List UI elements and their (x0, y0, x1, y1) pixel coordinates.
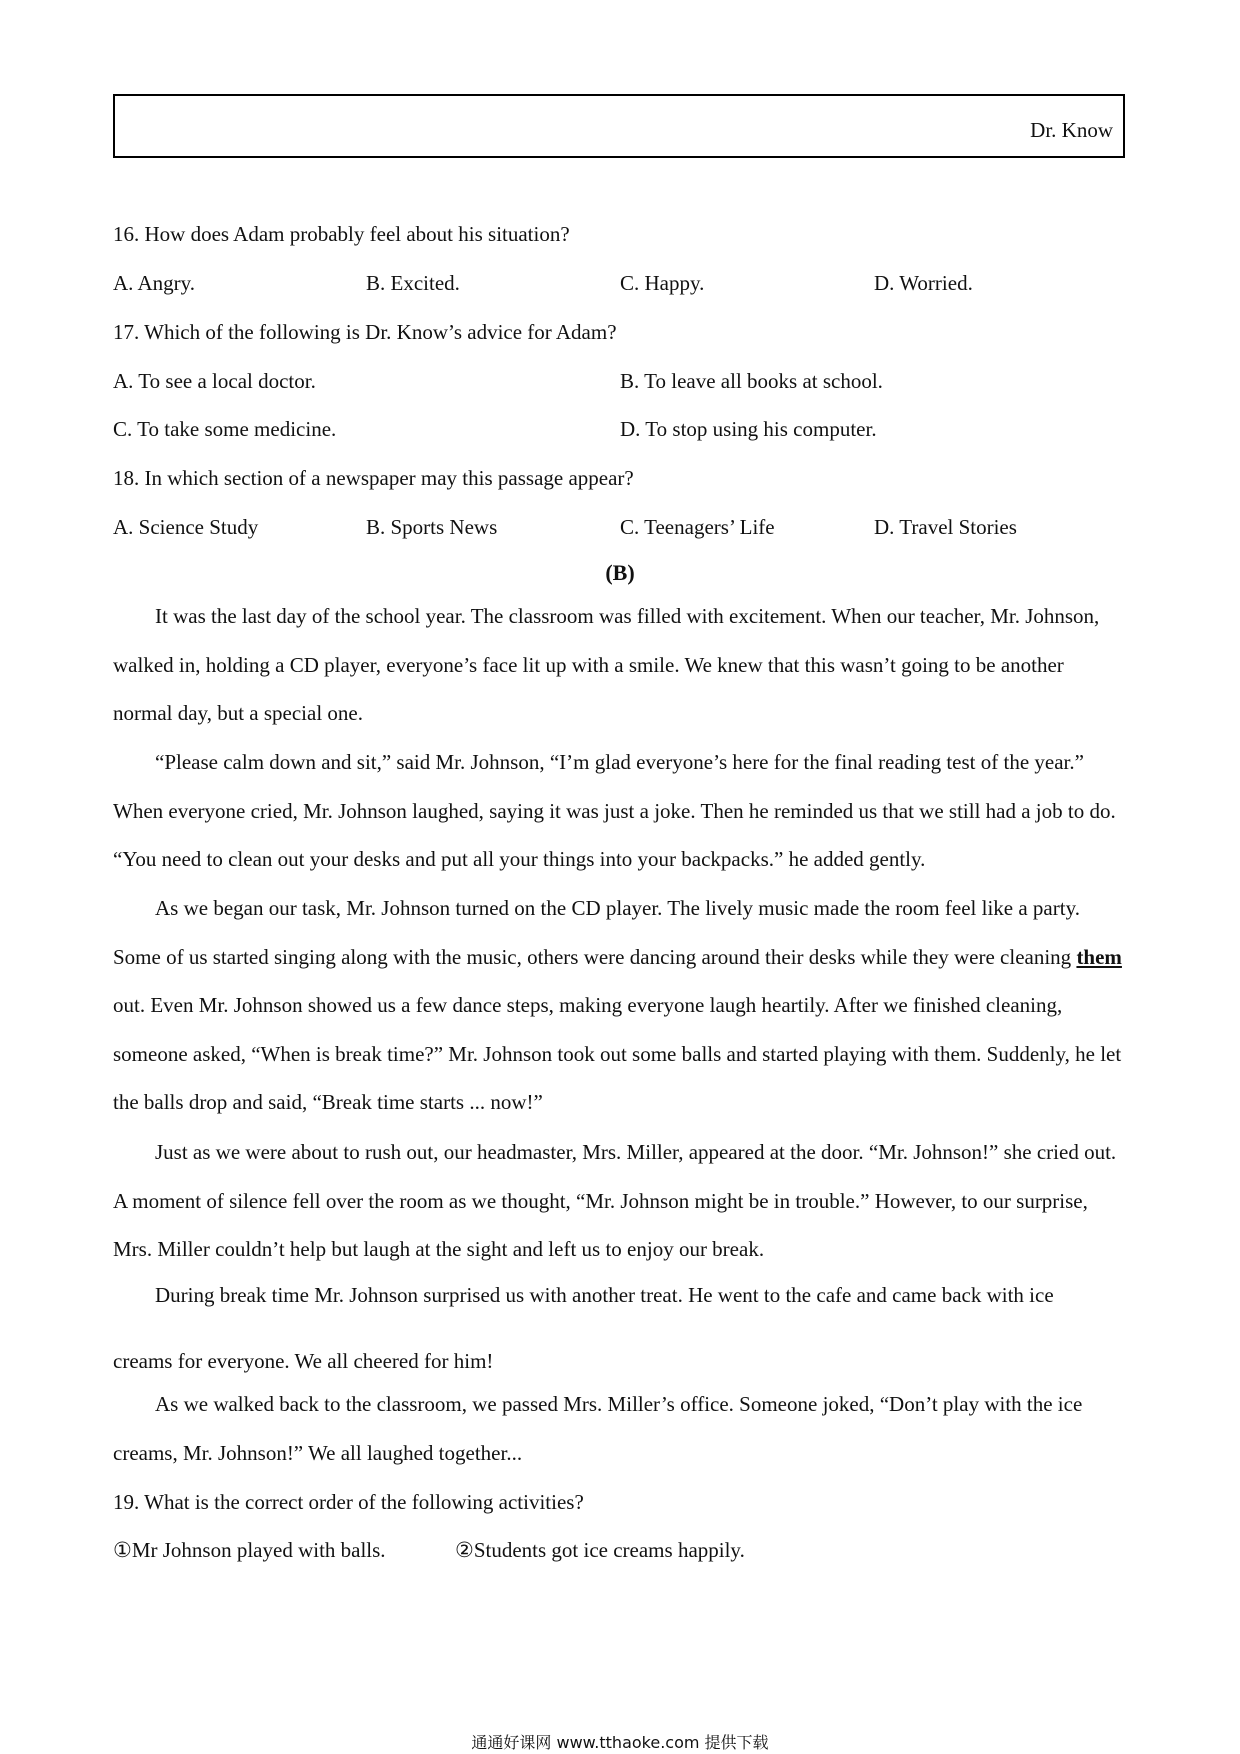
question-19-stem: 19. What is the correct order of the following activities? (113, 1490, 584, 1514)
passage-paragraph-3-text-b: out. Even Mr. Johnson showed us a few dance steps, making everyone laugh heartily. After we finished cleaning, someone asked, “When is break time?” Mr. Johnson took out some balls and started playing with them. Suddenly, he let the balls drop and said, “Break time starts ... now!” (113, 993, 1122, 1115)
footer-watermark: 通通好课网 www.tthaoke.com 提供下载 (471, 1733, 769, 1752)
passage-paragraph-3 (113, 884, 1128, 1127)
q18-option-c: C. Teenagers’ Life (620, 515, 775, 539)
underlined-word-them: them (1076, 944, 1122, 969)
question-17-stem: 17. Which of the following is Dr. Know’s advice for Adam? (113, 320, 617, 344)
q17-option-d: D. To stop using his computer. (620, 417, 877, 441)
section-b-title: (B) (605, 560, 635, 585)
passage-paragraph-6-text: As we walked back to the classroom, we passed Mrs. Miller’s office. Someone joked, “Don’t play with the ice creams, Mr. Johnson!” We all laughed together... (113, 1392, 1083, 1465)
q16-option-b: B. Excited. (366, 271, 460, 295)
passage-paragraph-1 (113, 592, 1128, 738)
q18-option-b: B. Sports News (366, 515, 498, 539)
passage-paragraph-6 (113, 1380, 1128, 1477)
passage-paragraph-1-text: It was the last day of the school year. The classroom was filled with excitement. When our teacher, Mr. Johnson, walked in, holding a CD player, everyone’s face lit up with a smile. We knew that this wasn’t going to be another normal day, but a special one. (113, 604, 1100, 726)
q16-option-a: A. Angry. (113, 271, 196, 295)
passage-paragraph-4 (113, 1128, 1128, 1274)
passage-paragraph-4-text: Just as we were about to rush out, our headmaster, Mrs. Miller, appeared at the door. “Mr. Johnson!” she cried out. A moment of silence fell over the room as we thought, “Mr. Johnson might be in trouble.” However, to our surprise, Mrs. Miller couldn’t help but laugh at the sight and left us to enjoy our break. (113, 1140, 1117, 1262)
q19-item-1: ①Mr Johnson played with balls. (113, 1538, 386, 1562)
q17-option-c: C. To take some medicine. (113, 417, 337, 441)
q16-option-d: D. Worried. (874, 271, 973, 295)
passage-paragraph-5-line-1: During break time Mr. Johnson surprised us with another treat. He went to the cafe and came back with ice (155, 1283, 1054, 1307)
q18-option-a: A. Science Study (113, 515, 259, 539)
q19-item-2: ②Students got ice creams happily. (455, 1538, 745, 1562)
passage-paragraph-3-text-a: As we began our task, Mr. Johnson turned on the CD player. The lively music made the room feel like a party. Some of us started singing along with the music, others were dancing around their desks while they were cleaning (113, 896, 1080, 969)
letter-signature: Dr. Know (1030, 118, 1113, 142)
q16-option-c: C. Happy. (620, 271, 705, 295)
passage-paragraph-5-line-2: creams for everyone. We all cheered for him! (113, 1349, 494, 1373)
question-18-stem: 18. In which section of a newspaper may this passage appear? (113, 466, 634, 490)
passage-paragraph-2-text: “Please calm down and sit,” said Mr. Johnson, “I’m glad everyone’s here for the final reading test of the year.” When everyone cried, Mr. Johnson laughed, saying it was just a joke. Then he reminded us that we still had a job to do. “You need to clean out your desks and put all your things into your backpacks.” he added gently. (113, 750, 1116, 872)
q18-option-d: D. Travel Stories (874, 515, 1017, 539)
question-16-stem: 16. How does Adam probably feel about his situation? (113, 222, 570, 246)
q17-option-b: B. To leave all books at school. (620, 369, 883, 393)
passage-paragraph-2 (113, 738, 1128, 884)
letter-box (113, 94, 1125, 158)
q17-option-a: A. To see a local doctor. (113, 369, 316, 393)
